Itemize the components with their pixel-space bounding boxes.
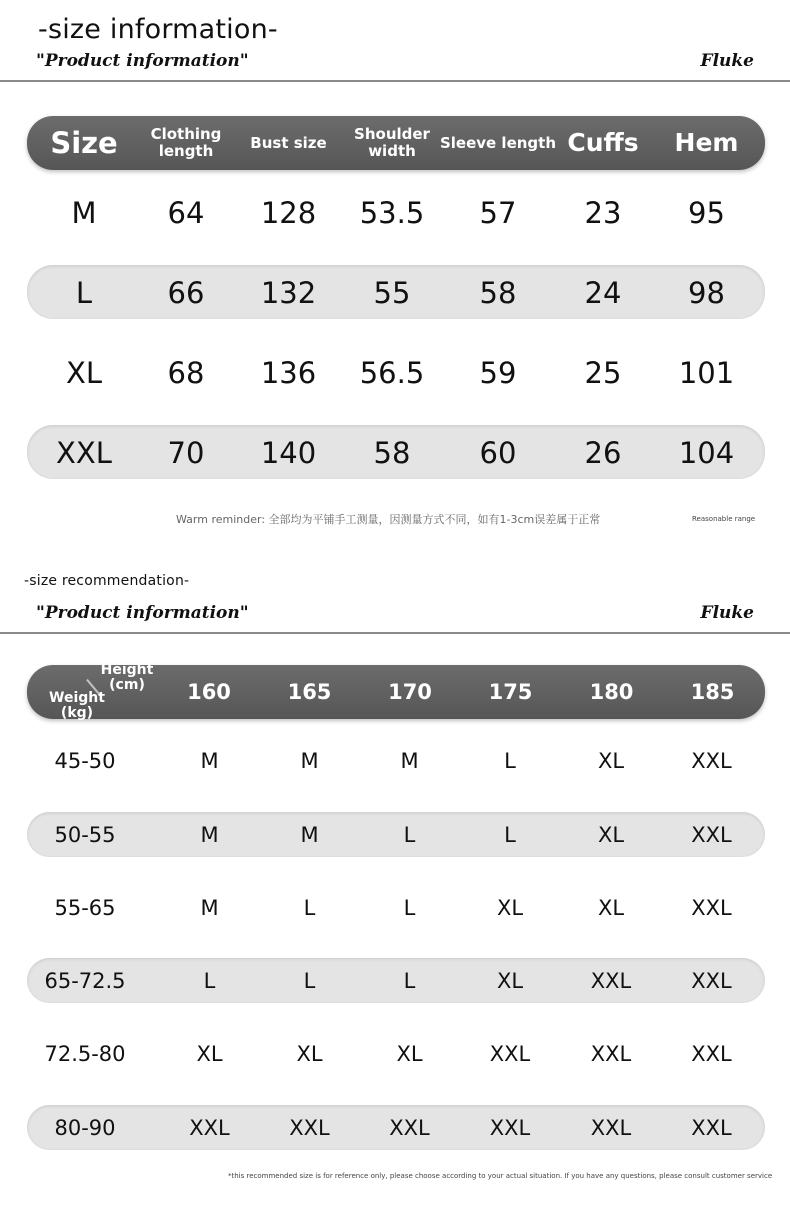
cell: M [300,822,319,847]
cell: 68 [167,356,205,390]
header-height: 165 [287,680,332,704]
cell: L [504,749,516,773]
cell: L [203,968,216,993]
cell: XXL [691,1115,732,1140]
cell-weight: 55-65 [54,896,116,920]
table-row [27,1105,765,1150]
header-height: 175 [488,680,533,704]
cell-size: M [71,196,97,230]
table-row [27,885,765,931]
cell: 70 [167,436,205,470]
cell: XXL [691,896,732,920]
weight-label: Weight (kg) [49,690,105,721]
cell: L [403,896,416,920]
cell: XXL [189,1115,230,1140]
cell: 140 [260,436,317,470]
cell: M [200,896,219,920]
header-height: 160 [187,680,231,704]
divider [0,632,790,634]
cell: 56.5 [359,356,425,390]
cell: M [200,749,219,773]
product-information-subtitle-2: "Product information" [36,603,249,623]
header-shoulder-width: Shoulder width [354,125,430,160]
cell: XL [296,1042,323,1066]
corner-cell [27,662,159,721]
cell: 132 [260,276,317,310]
table-row [27,266,765,320]
cell-size: XXL [56,436,112,470]
header-hem: Hem [674,128,739,157]
table-row [27,958,765,1003]
cell: 66 [167,276,205,310]
cell: 59 [479,356,517,390]
size-table-header [27,116,765,170]
cell: 23 [584,196,622,230]
table-row [27,812,765,857]
cell-size: XL [65,356,103,390]
cell: 95 [688,196,725,230]
cell: XXL [489,1115,531,1140]
cell: XXL [691,749,732,773]
cell: XL [597,822,625,847]
size-information-title: -size information- [38,14,278,45]
cell: XL [597,896,625,920]
cell: M [200,822,219,847]
cell: M [300,749,319,773]
header-size: Size [50,126,118,160]
cell: XXL [691,822,732,847]
cell: 25 [584,356,622,390]
table-row [27,738,765,784]
cell: XL [396,1042,423,1066]
cell: XXL [590,968,632,993]
cell: XXL [691,968,732,993]
cell: XL [597,749,625,773]
brand-name-2: Fluke [700,603,754,623]
cell: 53.5 [359,196,425,230]
cell-weight: 80-90 [54,1115,116,1140]
product-information-subtitle: "Product information" [36,51,249,71]
cell: 58 [373,436,411,470]
cell: 55 [373,276,411,310]
warm-reminder-note: Warm reminder: 全部均为平铺手工测量，因测量方式不同，如有1-3cm误差属于正常 [176,513,601,526]
cell: 58 [479,276,517,310]
cell: L [303,896,316,920]
cell: M [400,749,419,773]
cell: 104 [678,436,735,470]
cell: L [403,968,416,993]
cell: 98 [688,276,725,310]
cell-weight: 45-50 [54,749,116,773]
cell: XXL [489,1042,531,1066]
cell: 128 [260,196,317,230]
cell: XXL [289,1115,330,1140]
reasonable-range-note: Reasonable range [692,515,756,523]
cell-weight: 50-55 [54,822,116,847]
rec-table-header [27,662,765,721]
cell: XXL [389,1115,430,1140]
header-bust-size: Bust size [250,133,327,152]
cell: 26 [584,436,622,470]
footer-note: *this recommended size is for reference only, please choose according to your actual situation. If you have any questions, please consult customer service [228,1172,773,1180]
cell: 101 [678,356,735,390]
cell: XXL [691,1042,732,1066]
cell: XL [496,896,524,920]
header-clothing-length: Clothing length [150,125,222,160]
cell: 136 [260,356,317,390]
cell-size: L [75,276,93,310]
cell: 24 [584,276,622,310]
header-height: 180 [589,680,634,704]
table-row [27,1031,765,1077]
cell: XL [496,968,524,993]
table-row [27,426,765,480]
header-sleeve-length: Sleeve length [439,133,557,152]
cell: XXL [590,1042,632,1066]
cell: XXL [590,1115,632,1140]
height-label: Height (cm) [100,662,154,693]
cell: 57 [479,196,517,230]
size-recommendation-title: -size recommendation- [24,573,190,589]
table-row [27,186,765,240]
cell: L [303,968,316,993]
cell-weight: 72.5-80 [44,1042,126,1066]
brand-name: Fluke [700,51,754,71]
cell: L [504,822,516,847]
header-height: 185 [690,680,735,704]
header-height: 170 [388,680,432,704]
header-cuffs: Cuffs [567,128,639,157]
cell: 60 [479,436,517,470]
cell: L [403,822,416,847]
cell-weight: 65-72.5 [44,968,126,993]
table-row [27,346,765,400]
divider [0,80,790,82]
cell: XL [196,1042,223,1066]
cell: 64 [167,196,205,230]
